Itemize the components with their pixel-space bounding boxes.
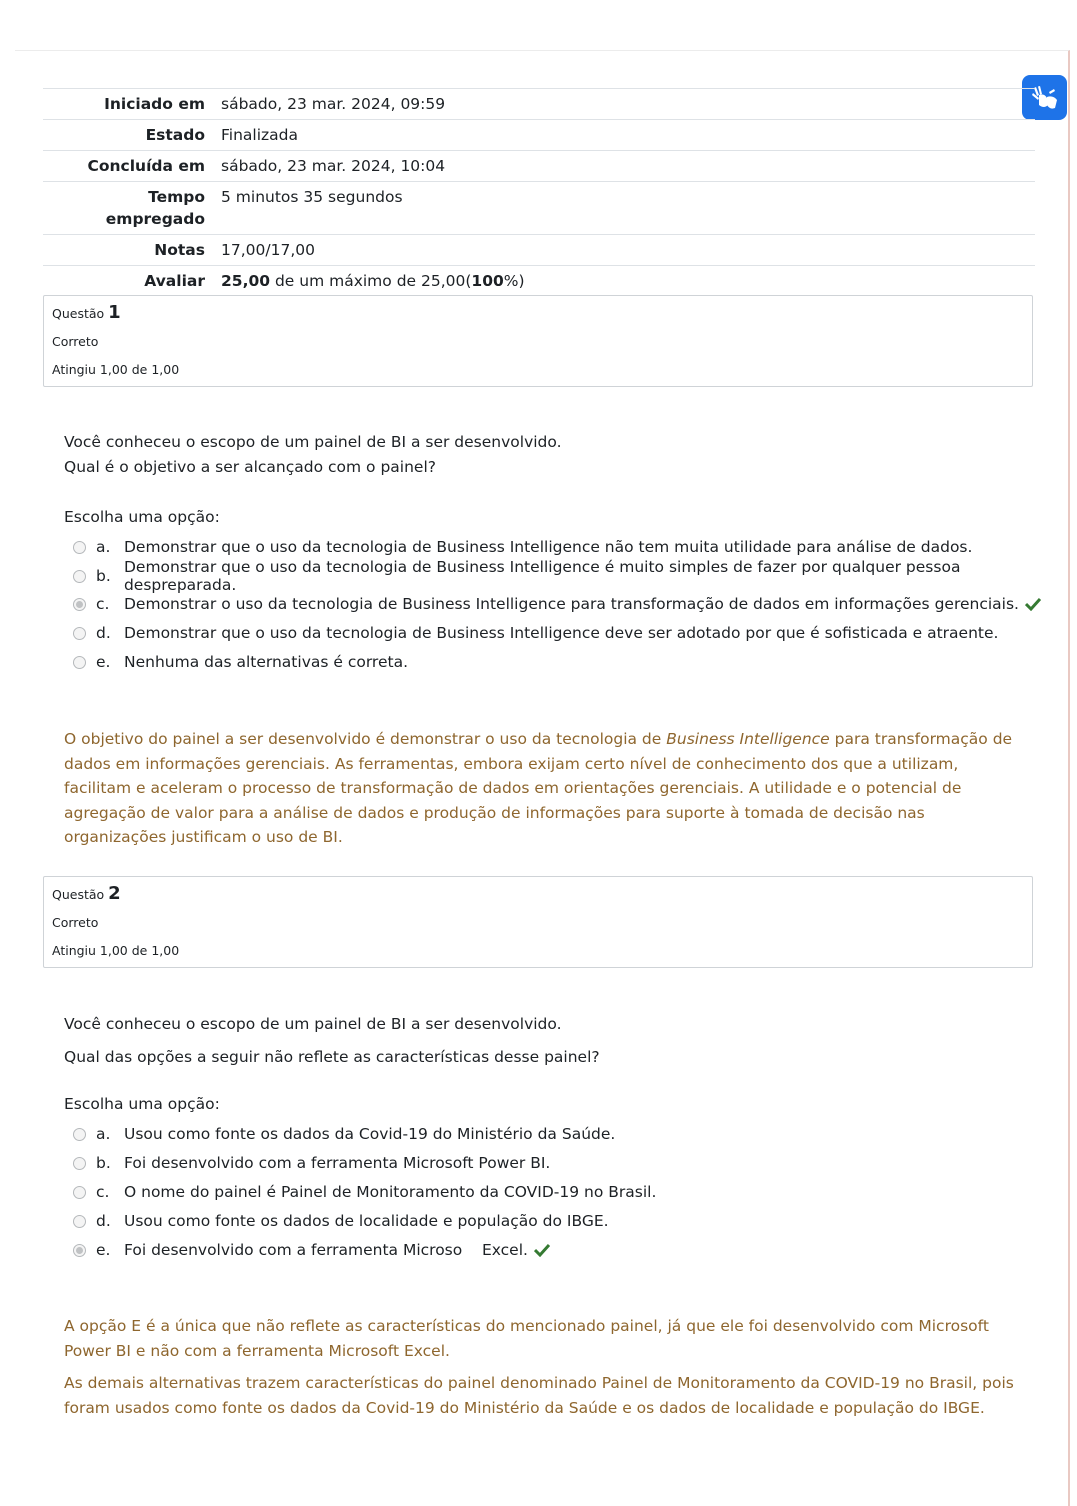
question-label: Questão xyxy=(52,306,105,321)
summary-row xyxy=(43,89,1035,120)
answer-option-selected[interactable] xyxy=(73,1239,550,1261)
general-feedback-2-p2: As demais alternativas trazem características do painel denominado Painel de Monitoramento da COVID-19 no Brasil, pois foram usados como fonte os dados da Covid-19 do Ministério da Saúde e os dados de localidade e população do IBGE. xyxy=(64,1374,1014,1417)
radio-button[interactable] xyxy=(73,1215,86,1228)
radio-button[interactable] xyxy=(73,541,86,554)
answer-option-selected[interactable] xyxy=(73,593,1041,615)
option-letter: a. xyxy=(96,1125,111,1143)
option-letter: e. xyxy=(96,653,111,671)
question-number xyxy=(52,304,1024,323)
question-text-line: Qual é o objetivo a ser alcançado com o painel? xyxy=(64,458,436,476)
answer-option[interactable] xyxy=(73,1210,609,1232)
summary-row xyxy=(43,235,1035,266)
option-text: Foi desenvolvido com a ferramenta Microsoft Power BI. xyxy=(124,1154,551,1172)
question-info-1 xyxy=(43,295,1033,387)
answer-option[interactable] xyxy=(73,536,972,558)
grade-middle: de um máximo de 25,00( xyxy=(270,272,472,290)
option-text: Demonstrar o uso da tecnologia de Business Intelligence para transformação de dados em informações gerenciais. xyxy=(124,595,1019,613)
question-text-2-line2: Qual das opções a seguir não reflete as características desse painel? xyxy=(64,1048,600,1066)
option-text: O nome do painel é Painel de Monitoramento da COVID-19 no Brasil. xyxy=(124,1183,657,1201)
option-letter: e. xyxy=(96,1241,111,1259)
summary-value: sábado, 23 mar. 2024, 09:59 xyxy=(221,95,446,113)
option-text: Nenhuma das alternativas é correta. xyxy=(124,653,409,671)
question-info-2 xyxy=(43,876,1033,968)
question-points: Atingiu 1,00 de 1,00 xyxy=(52,943,180,958)
question-points: Atingiu 1,00 de 1,00 xyxy=(52,362,180,377)
choose-prompt: Escolha uma opção: xyxy=(64,1095,220,1113)
answer-option[interactable] xyxy=(73,1123,615,1145)
general-feedback-2-p1: A opção E é a única que não reflete as características do mencionado painel, já que ele foi desenvolvido com Microsoft Power BI e não com a ferramenta Microsoft Excel. xyxy=(64,1317,989,1360)
option-letter: c. xyxy=(96,595,110,613)
option-text: Demonstrar que o uso da tecnologia de Business Intelligence é muito simples de fazer por qualquer pessoa despreparada. xyxy=(123,558,961,594)
question-text-1 xyxy=(64,430,562,480)
summary-label: Tempo empregado xyxy=(105,188,205,228)
grade-score: 25,00 xyxy=(221,272,271,290)
feedback-italic: Business Intelligence xyxy=(666,730,830,748)
radio-button[interactable] xyxy=(73,1128,86,1141)
question-status: Correto xyxy=(52,334,99,349)
radio-button[interactable] xyxy=(73,627,86,640)
answer-option[interactable] xyxy=(73,1152,550,1174)
summary-label: Iniciado em xyxy=(104,95,205,113)
option-text: Foi desenvolvido com a ferramenta Microso Excel. xyxy=(124,1241,528,1259)
option-letter: a. xyxy=(96,538,111,556)
question-number-value: 1 xyxy=(108,302,121,323)
summary-label: Notas xyxy=(154,241,205,259)
summary-value: sábado, 23 mar. 2024, 10:04 xyxy=(221,157,446,175)
option-letter: b. xyxy=(95,567,111,585)
radio-button[interactable] xyxy=(73,1157,86,1170)
radio-button-checked[interactable] xyxy=(73,1244,86,1257)
summary-label: Estado xyxy=(145,126,205,144)
option-letter: c. xyxy=(96,1183,110,1201)
answer-option[interactable] xyxy=(73,622,998,644)
radio-button[interactable] xyxy=(73,656,86,669)
option-letter: b. xyxy=(96,1154,111,1172)
check-icon xyxy=(534,1243,550,1257)
option-text: Demonstrar que o uso da tecnologia de Business Intelligence deve ser adotado por que é sofisticada e atraente. xyxy=(124,624,999,642)
option-letter: d. xyxy=(96,1212,111,1230)
summary-value: 5 minutos 35 segundos xyxy=(221,188,403,206)
question-text-2-line1: Você conheceu o escopo de um painel de BI a ser desenvolvido. xyxy=(64,1015,562,1033)
summary-value: 17,00/17,00 xyxy=(221,241,315,259)
option-letter: d. xyxy=(96,624,111,642)
answer-option[interactable] xyxy=(73,651,408,673)
check-icon xyxy=(1025,597,1041,611)
question-label: Questão xyxy=(52,887,105,902)
feedback-text: O objetivo do painel a ser desenvolvido é demonstrar o uso da tecnologia de xyxy=(64,730,667,748)
summary-label: Concluída em xyxy=(87,157,205,175)
summary-row xyxy=(43,182,1035,235)
attempt-summary-table xyxy=(43,88,1035,296)
summary-row-grade xyxy=(43,266,1035,297)
summary-value: Finalizada xyxy=(221,126,299,144)
option-text: Demonstrar que o uso da tecnologia de Business Intelligence não tem muita utilidade para análise de dados. xyxy=(124,538,973,556)
grade-percent: 100 xyxy=(471,272,504,290)
option-text: Usou como fonte os dados da Covid-19 do Ministério da Saúde. xyxy=(124,1125,616,1143)
general-feedback-1 xyxy=(64,727,1019,850)
question-status: Correto xyxy=(52,915,99,930)
grade-end: %) xyxy=(503,272,525,290)
choose-prompt: Escolha uma opção: xyxy=(64,508,220,526)
summary-row xyxy=(43,120,1035,151)
radio-button-checked[interactable] xyxy=(73,598,86,611)
summary-label: Avaliar xyxy=(144,272,205,290)
question-text-line: Você conheceu o escopo de um painel de BI a ser desenvolvido. xyxy=(64,433,562,451)
grade-value xyxy=(221,266,1035,297)
answer-option[interactable] xyxy=(73,1181,656,1203)
question-number-value: 2 xyxy=(108,883,121,904)
option-text: Usou como fonte os dados de localidade e população do IBGE. xyxy=(124,1212,609,1230)
question-number xyxy=(52,885,1024,904)
answer-option[interactable] xyxy=(73,558,1077,594)
feedback-text: para transformação de dados em informações gerenciais. As ferramentas, embora exijam certo nível de conhecimento dos que a utilizam, facilitam e aceleram o processo de transformação de dados em orientações gerenciais. A utilidade e o potencial de agregação de valor para a análise de dados e produção de informações para suporte à tomada de decisão nas organizações justificam o uso de BI. xyxy=(64,730,1013,846)
summary-row xyxy=(43,151,1035,182)
radio-button[interactable] xyxy=(73,1186,86,1199)
radio-button[interactable] xyxy=(73,570,86,583)
